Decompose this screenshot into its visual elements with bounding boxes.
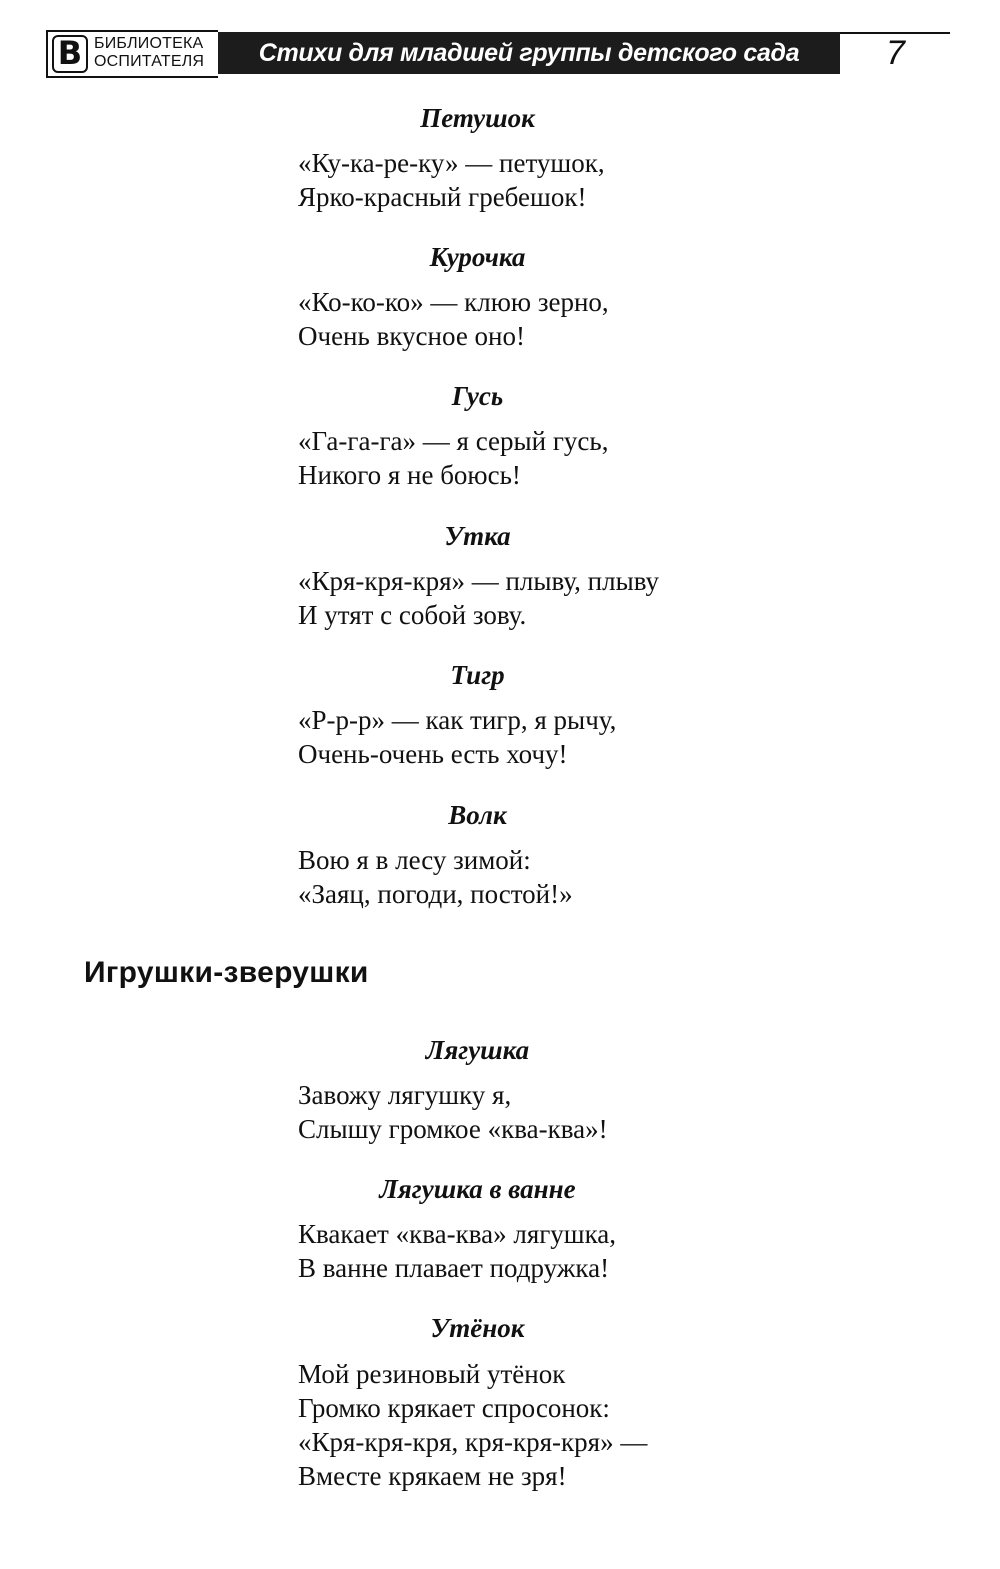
logo-letter: В	[52, 35, 88, 73]
poem-line: «Кря-кря-кря, кря-кря-кря» —	[298, 1427, 648, 1457]
poem-body	[298, 1357, 647, 1493]
poem-line: И утят с собой зову.	[298, 600, 527, 630]
page-number: 7	[886, 34, 905, 72]
poem-title: Утка	[444, 521, 511, 551]
poem-line: «Га-га-га» — я серый гусь,	[298, 426, 609, 456]
running-title: Стихи для младшей группы детского сада	[218, 32, 840, 74]
poem-title: Курочка	[429, 242, 526, 272]
logo-line-1: БИБЛИОТЕКА	[94, 35, 204, 52]
poem-line: Ярко-красный гребешок!	[298, 182, 587, 212]
poem-body	[298, 146, 605, 214]
poem-body	[298, 1078, 608, 1146]
poem-line: Громко крякает спросонок:	[298, 1393, 610, 1423]
logo-text	[94, 35, 204, 71]
poem-line: Никого я не боюсь!	[298, 460, 521, 490]
poem-title: Утёнок	[430, 1313, 525, 1343]
poem-line: В ванне плавает подружка!	[298, 1253, 610, 1283]
logo-line-2: ОСПИТАТЕЛЯ	[94, 53, 205, 70]
poem-line: «Р-р-р» — как тигр, я рычу,	[298, 705, 617, 735]
poem-title: Лягушка в ванне	[379, 1174, 576, 1204]
poem-line: Завожу лягушку я,	[298, 1080, 512, 1110]
poem-line: «Заяц, погоди, постой!»	[298, 879, 573, 909]
poem-line: Вою я в лесу зимой:	[298, 845, 531, 875]
poem-line: Слышу громкое «ква-ква»!	[298, 1114, 608, 1144]
poem-line: Очень-очень есть хочу!	[298, 739, 568, 769]
poem-line: «Ко-ко-ко» — клюю зерно,	[298, 287, 609, 317]
poem-line: Мой резиновый утёнок	[298, 1359, 566, 1389]
poem-title: Тигр	[450, 660, 505, 690]
poem-body	[298, 703, 616, 771]
poem-body	[298, 285, 609, 353]
poem-line: «Ку-ка-ре-ку» — петушок,	[298, 148, 605, 178]
poem-line: Очень вкусное оно!	[298, 321, 525, 351]
poem-body	[298, 843, 573, 911]
poem-body	[298, 564, 659, 632]
page-header	[46, 30, 946, 80]
poem-title: Гусь	[451, 381, 504, 411]
poem-title: Лягушка	[425, 1035, 530, 1065]
poem-title: Волк	[448, 800, 507, 830]
poem-line: Вместе крякаем не зря!	[298, 1461, 567, 1491]
series-logo	[46, 30, 218, 78]
poem-body	[298, 424, 608, 492]
poem-line: «Кря-кря-кря» — плыву, плыву	[298, 566, 660, 596]
section-heading: Игрушки-зверушки	[84, 956, 369, 989]
poem-line: Квакает «ква-ква» лягушка,	[298, 1219, 617, 1249]
poem-body	[298, 1217, 616, 1285]
poem-title: Петушок	[420, 103, 535, 133]
header-rule	[46, 76, 218, 78]
